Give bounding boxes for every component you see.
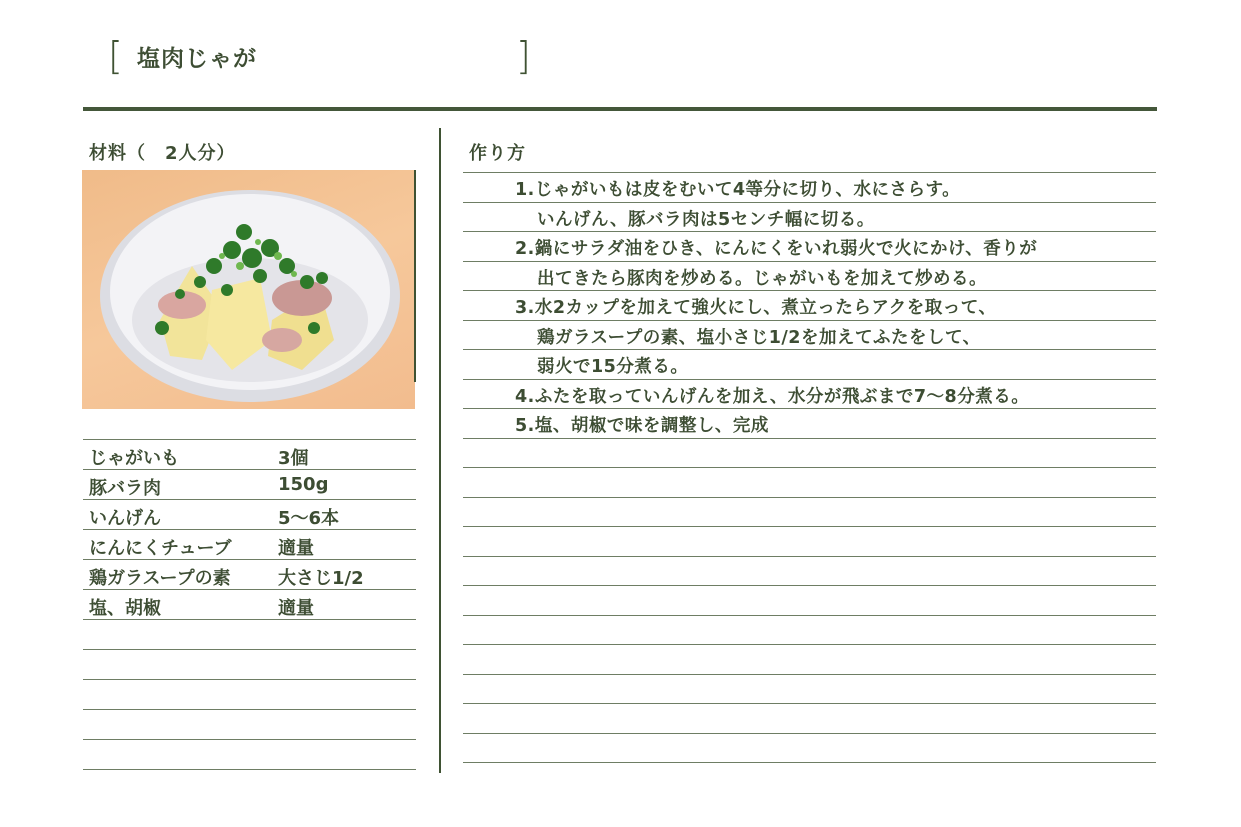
step-line [463, 290, 1156, 320]
ingredient-qty: 適量 [278, 538, 314, 559]
empty-line [463, 703, 1156, 733]
title-bracket-right: ] [516, 34, 531, 78]
ingredient-name: 鶏ガラスープの素 [89, 568, 231, 589]
step-text: 4.ふたを取っていんげんを加え、水分が飛ぶまで7〜8分煮る。 [515, 386, 1030, 407]
ingredients-spacer-row [83, 410, 416, 440]
ingredient-qty: 5〜6本 [278, 508, 340, 529]
step-line [463, 202, 1156, 232]
step-line [463, 231, 1156, 261]
step-line [463, 379, 1156, 409]
empty-row [83, 650, 416, 680]
ingredient-name: いんげん [89, 508, 161, 529]
empty-row [83, 740, 416, 770]
step-text: 弱火で15分煮る。 [537, 357, 689, 377]
ingredient-row [83, 500, 416, 530]
ingredient-name: 塩、胡椒 [89, 598, 161, 619]
ingredients-table [83, 410, 416, 770]
empty-line [463, 644, 1156, 674]
step-text: いんげん、豚バラ肉は5センチ幅に切る。 [537, 209, 875, 230]
step-text: 5.塩、胡椒で味を調整し、完成 [515, 416, 769, 436]
photo-edge [414, 170, 416, 382]
empty-line [463, 467, 1156, 497]
ingredient-row [83, 440, 416, 470]
empty-line [463, 733, 1156, 763]
empty-row [83, 620, 416, 650]
dish-photo-image [82, 170, 415, 409]
ingredient-qty: 150g [278, 474, 329, 495]
ingredient-name: じゃがいも [89, 448, 179, 469]
ingredient-row [83, 590, 416, 620]
ingredients-heading: 材料（ 2人分） [89, 143, 236, 164]
column-divider [439, 128, 441, 773]
step-text: 出てきたら豚肉を炒める。じゃがいもを加えて炒める。 [537, 268, 987, 289]
empty-line [463, 556, 1156, 586]
empty-row [83, 680, 416, 710]
ingredient-row [83, 470, 416, 500]
ingredient-row [83, 560, 416, 590]
steps-list [463, 172, 1156, 763]
ingredient-name: にんにくチューブ [89, 538, 232, 559]
step-line [463, 408, 1156, 438]
empty-line [463, 762, 1156, 763]
step-line [463, 320, 1156, 350]
dish-photo [82, 170, 415, 409]
empty-row [83, 710, 416, 740]
steps-heading: 作り方 [469, 143, 526, 164]
page-title: 塩肉じゃが [137, 46, 257, 72]
title-rule [83, 107, 1157, 111]
empty-line [463, 585, 1156, 615]
ingredient-name: 豚バラ肉 [89, 478, 161, 499]
step-text: 3.水2カップを加えて強火にし、煮立ったらアクを取って、 [515, 298, 997, 318]
step-line [463, 261, 1156, 291]
title-bracket-left: [ [108, 34, 123, 78]
empty-line [463, 674, 1156, 704]
empty-line [463, 438, 1156, 468]
ingredient-row [83, 530, 416, 560]
step-text: 1.じゃがいもは皮をむいて4等分に切り、水にさらす。 [515, 180, 961, 200]
empty-line [463, 497, 1156, 527]
step-text: 鶏ガラスープの素、塩小さじ1/2を加えてふたをして、 [537, 327, 981, 348]
ingredient-qty: 3個 [278, 448, 309, 469]
step-line [463, 172, 1156, 202]
step-text: 2.鍋にサラダ油をひき、にんにくをいれ弱火で火にかけ、香りが [515, 239, 1038, 259]
step-line [463, 349, 1156, 379]
ingredient-qty: 大さじ1/2 [278, 568, 364, 589]
empty-line [463, 526, 1156, 556]
ingredient-qty: 適量 [278, 598, 314, 619]
empty-line [463, 615, 1156, 645]
